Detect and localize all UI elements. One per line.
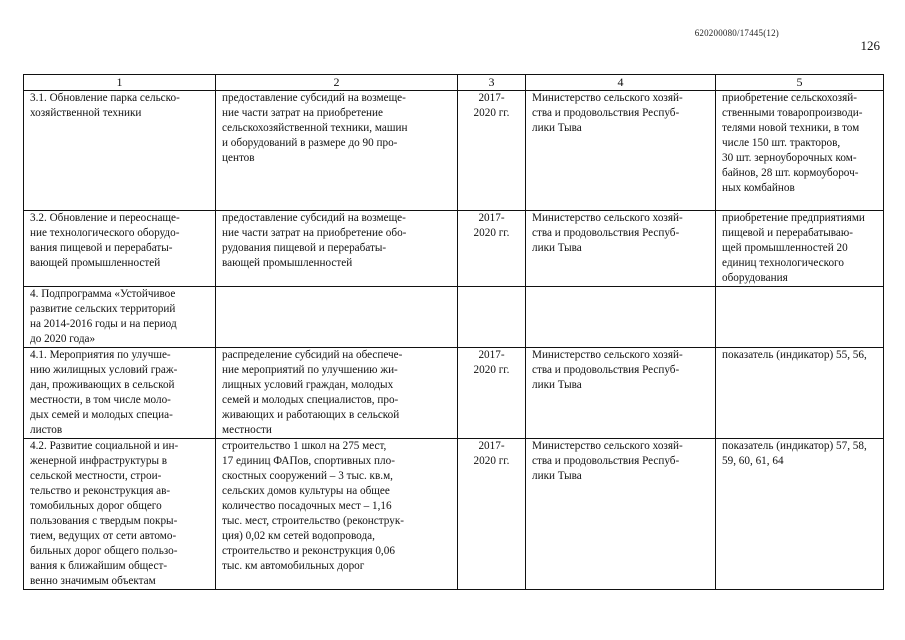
column-header-3: 3 <box>458 75 526 91</box>
table-row <box>24 439 884 590</box>
description-cell <box>216 287 458 348</box>
result-cell: показатель (индикатор) 55, 56, <box>716 348 884 439</box>
measure-cell: 4.2. Развитие социальной и ин- женерной инфраструктуры в сельской местности, строи- тельство и реконструкция ав- томобильных дорог общего пользования с твердым покры- тием, ведущих от сети автомо- бильных дорог общего пользо- вания к ближайшим общест- венно значимым объектам <box>24 439 216 590</box>
result-cell: приобретение сельскохозяй- ственными товаропроизводи- телями новой техники, в том числе 150 шт. тракторов, 30 шт. зерноуборочных ком- байнов, 28 шт. кормоубороч- ных комбайнов <box>716 91 884 211</box>
executor-cell <box>526 287 716 348</box>
result-cell: показатель (индикатор) 57, 58, 59, 60, 61, 64 <box>716 439 884 590</box>
table-header-row <box>24 75 884 91</box>
period-cell: 2017- 2020 гг. <box>458 91 526 211</box>
executor-cell: Министерство сельского хозяй- ства и продовольствия Респуб- лики Тыва <box>526 91 716 211</box>
table-row <box>24 211 884 287</box>
page-number: 126 <box>860 38 880 53</box>
subprogram-cell: 4. Подпрограмма «Устойчивое развитие сельских территорий на 2014-2016 годы и на период до 2020 года» <box>24 287 216 348</box>
column-header-4: 4 <box>526 75 716 91</box>
measure-cell: 3.1. Обновление парка сельско- хозяйственной техники <box>24 91 216 211</box>
table-row <box>24 287 884 348</box>
table-row <box>24 348 884 439</box>
executor-cell: Министерство сельского хозяй- ства и продовольствия Респуб- лики Тыва <box>526 348 716 439</box>
description-cell: строительство 1 школ на 275 мест, 17 единиц ФАПов, спортивных пло- скостных сооружений – 3 тыс. кв.м, сельских домов культуры на общее количество посадочных мест – 1,16 тыс. мест, строительство (реконструк- ция) 0,02 км сетей водопровода, строительство и реконструкция 0,06 тыс. км автомобильных дорог <box>216 439 458 590</box>
column-header-1: 1 <box>24 75 216 91</box>
period-cell <box>458 287 526 348</box>
executor-cell: Министерство сельского хозяй- ства и продовольствия Респуб- лики Тыва <box>526 211 716 287</box>
executor-cell: Министерство сельского хозяй- ства и продовольствия Респуб- лики Тыва <box>526 439 716 590</box>
column-header-5: 5 <box>716 75 884 91</box>
result-cell: приобретение предприятиями пищевой и перерабатываю- щей промышленностей 20 единиц технологического оборудования <box>716 211 884 287</box>
measure-cell: 3.2. Обновление и переоснаще- ние технологического оборудо- вания пищевой и перерабаты- вающей промышленностей <box>24 211 216 287</box>
description-cell: предоставление субсидий на возмеще- ние части затрат на приобретение обо- рудования пищевой и перерабаты- вающей промышленностей <box>216 211 458 287</box>
program-measures-table <box>23 74 884 590</box>
period-cell: 2017- 2020 гг. <box>458 439 526 590</box>
column-header-2: 2 <box>216 75 458 91</box>
description-cell: предоставление субсидий на возмеще- ние части затрат на приобретение сельскохозяйственной техники, машин и оборудований в размере до 90 про- центов <box>216 91 458 211</box>
period-cell: 2017- 2020 гг. <box>458 348 526 439</box>
result-cell <box>716 287 884 348</box>
measure-cell: 4.1. Мероприятия по улучше- нию жилищных условий граж- дан, проживающих в сельской местности, в том числе моло- дых семей и молодых специа- листов <box>24 348 216 439</box>
description-cell: распределение субсидий на обеспече- ние мероприятий по улучшению жи- лищных условий граждан, молодых семей и молодых специалистов, про- живающих и работающих в сельской местности <box>216 348 458 439</box>
table-row <box>24 91 884 211</box>
period-cell: 2017- 2020 гг. <box>458 211 526 287</box>
document-code: 620200080/17445(12) <box>694 28 779 38</box>
